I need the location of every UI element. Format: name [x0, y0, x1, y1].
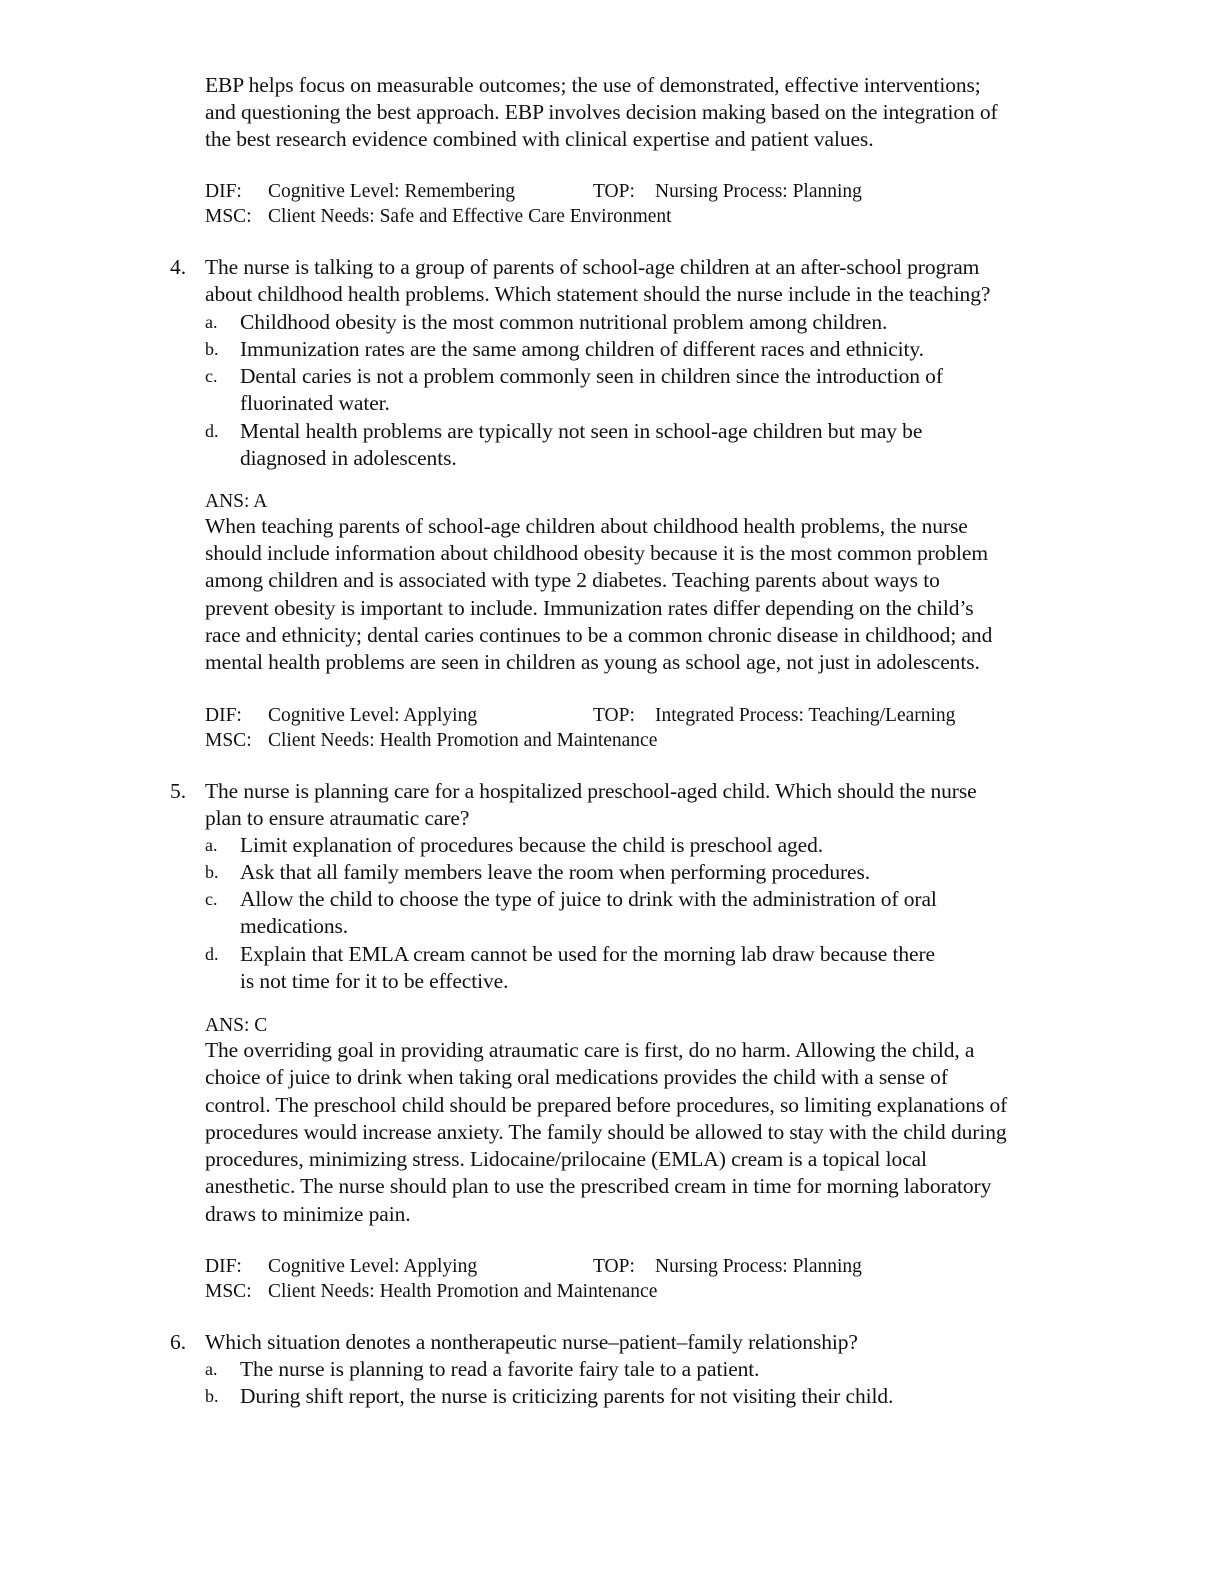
answer: ANS: A: [205, 491, 268, 512]
rationale-line: control. The preschool child should be prepared before procedures, so limiting explanations of: [205, 1093, 1008, 1117]
dif-label: DIF:: [205, 181, 242, 202]
dif-label: DIF:: [205, 1256, 242, 1277]
option-text: medications.: [240, 914, 349, 938]
rationale-line: mental health problems are seen in children as young as school age, not just in adolescents.: [205, 650, 980, 674]
option-text: During shift report, the nurse is criticizing parents for not visiting their child.: [240, 1384, 894, 1408]
rationale-line: prevent obesity is important to include. Immunization rates differ depending on the child’s: [205, 596, 974, 620]
dif-label: DIF:: [205, 705, 242, 726]
dif-value: Cognitive Level: Applying: [268, 1256, 478, 1277]
question-stem: Which situation denotes a nontherapeutic nurse–patient–family relationship?: [205, 1330, 858, 1354]
option-letter: d.: [205, 421, 219, 441]
rationale-line: EBP helps focus on measurable outcomes; the use of demonstrated, effective interventions;: [205, 73, 981, 97]
rationale-line: and questioning the best approach. EBP involves decision making based on the integration of: [205, 100, 998, 124]
option-text: fluorinated water.: [240, 391, 390, 415]
question-number: 6.: [170, 1330, 187, 1354]
option-text: The nurse is planning to read a favorite fairy tale to a patient.: [240, 1357, 760, 1381]
answer: ANS: C: [205, 1015, 268, 1036]
option-letter: c.: [205, 889, 218, 909]
question-stem: The nurse is talking to a group of parents of school-age children at an after-school program: [205, 255, 980, 279]
question-number: 4.: [170, 255, 187, 279]
option-letter: a.: [205, 1359, 218, 1379]
top-label: TOP:: [593, 705, 635, 726]
question-stem: about childhood health problems. Which statement should the nurse include in the teaching?: [205, 282, 991, 306]
question-stem: The nurse is planning care for a hospitalized preschool-aged child. Which should the nurse: [205, 779, 977, 803]
rationale-line: The overriding goal in providing atraumatic care is first, do no harm. Allowing the child, a: [205, 1038, 975, 1062]
option-text: Dental caries is not a problem commonly seen in children since the introduction of: [240, 364, 943, 388]
top-value: Integrated Process: Teaching/Learning: [655, 705, 956, 726]
rationale-line: the best research evidence combined with clinical expertise and patient values.: [205, 127, 874, 151]
option-text: Allow the child to choose the type of juice to drink with the administration of oral: [240, 887, 937, 911]
top-label: TOP:: [593, 1256, 635, 1277]
option-letter: d.: [205, 944, 219, 964]
option-letter: a.: [205, 312, 218, 332]
option-letter: b.: [205, 339, 219, 359]
msc-value: Client Needs: Safe and Effective Care Environment: [268, 206, 672, 227]
option-text: Ask that all family members leave the room when performing procedures.: [240, 860, 871, 884]
option-text: Limit explanation of procedures because the child is preschool aged.: [240, 833, 824, 857]
option-letter: b.: [205, 1386, 219, 1406]
rationale-line: anesthetic. The nurse should plan to use the prescribed cream in time for morning laboratory: [205, 1174, 992, 1198]
option-text: is not time for it to be effective.: [240, 969, 509, 993]
rationale-line: choice of juice to drink when taking oral medications provides the child with a sense of: [205, 1065, 948, 1089]
msc-value: Client Needs: Health Promotion and Maintenance: [268, 730, 658, 751]
dif-value: Cognitive Level: Applying: [268, 705, 478, 726]
option-text: Explain that EMLA cream cannot be used for the morning lab draw because there: [240, 942, 935, 966]
top-value: Nursing Process: Planning: [655, 181, 862, 202]
option-text: Childhood obesity is the most common nutritional problem among children.: [240, 310, 888, 334]
rationale-line: race and ethnicity; dental caries continues to be a common chronic disease in childhood; and: [205, 623, 993, 647]
rationale-line: procedures, minimizing stress. Lidocaine/prilocaine (EMLA) cream is a topical local: [205, 1147, 927, 1171]
option-text: Mental health problems are typically not seen in school-age children but may be: [240, 419, 923, 443]
msc-label: MSC:: [205, 206, 252, 227]
option-letter: c.: [205, 366, 218, 386]
question-number: 5.: [170, 779, 187, 803]
rationale-line: When teaching parents of school-age children about childhood health problems, the nurse: [205, 514, 968, 538]
option-letter: a.: [205, 835, 218, 855]
rationale-line: procedures would increase anxiety. The family should be allowed to stay with the child during: [205, 1120, 1007, 1144]
top-label: TOP:: [593, 181, 635, 202]
option-text: diagnosed in adolescents.: [240, 446, 457, 470]
msc-label: MSC:: [205, 1281, 252, 1302]
rationale-line: draws to minimize pain.: [205, 1202, 411, 1226]
question-stem: plan to ensure atraumatic care?: [205, 806, 470, 830]
msc-label: MSC:: [205, 730, 252, 751]
option-letter: b.: [205, 862, 219, 882]
rationale-line: among children and is associated with type 2 diabetes. Teaching parents about ways to: [205, 568, 940, 592]
option-text: Immunization rates are the same among children of different races and ethnicity.: [240, 337, 924, 361]
rationale-line: should include information about childhood obesity because it is the most common problem: [205, 541, 988, 565]
dif-value: Cognitive Level: Remembering: [268, 181, 515, 202]
msc-value: Client Needs: Health Promotion and Maintenance: [268, 1281, 658, 1302]
top-value: Nursing Process: Planning: [655, 1256, 862, 1277]
